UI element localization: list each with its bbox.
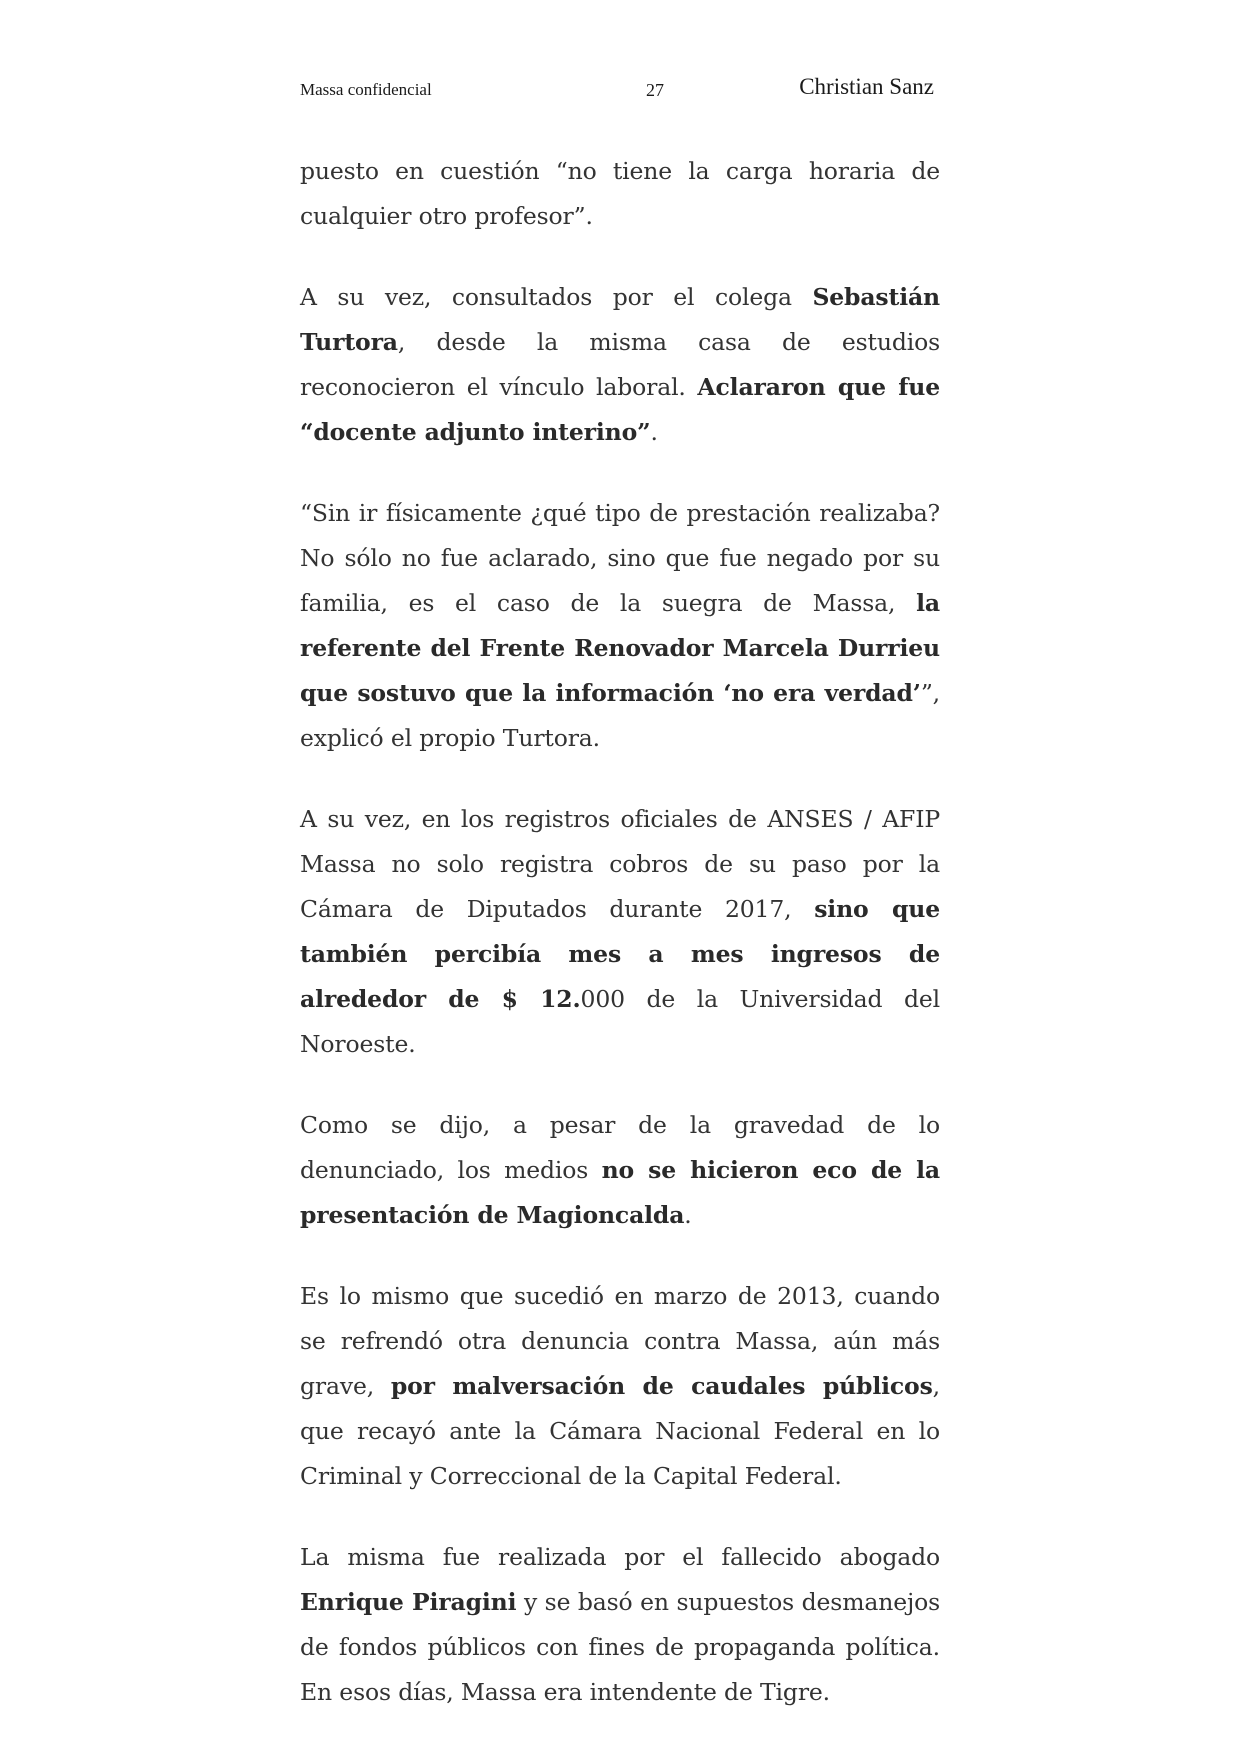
bold-text-segment: no se hicieron eco de la presentación de Magioncalda: [300, 1156, 941, 1229]
text-segment: 000 de la Universidad del Noroeste.: [300, 985, 940, 1058]
author-name: Christian Sanz: [799, 74, 934, 99]
page-header: [300, 74, 936, 104]
text-segment: , que recayó ante la Cámara Nacional Federal en lo Criminal y Correccional de la Capital Federal.: [300, 1372, 940, 1490]
text-segment: La misma fue realizada por el fallecido abogado: [300, 1543, 940, 1571]
text-segment: A su vez, en los registros oficiales de ANSES / AFIP Massa no solo registra cobros de su paso por la Cámara de Diputados durante 2017,: [300, 805, 940, 923]
paragraph: [300, 797, 940, 1067]
bold-text-segment: Sebastián Turtora: [300, 283, 940, 356]
text-segment: “Sin ir físicamente ¿qué tipo de prestación realizaba? No sólo no fue aclarado, sino que fue negado por su familia, es el caso de la suegra de Massa,: [300, 499, 940, 617]
text-segment: puesto en cuestión “no tiene la carga horaria de cualquier otro profesor”.: [300, 157, 940, 230]
paragraph: [300, 275, 940, 455]
text-segment: , desde la misma casa de estudios reconocieron el vínculo laboral.: [300, 328, 940, 401]
text-segment: .: [684, 1201, 692, 1229]
page-number: 27: [646, 80, 664, 100]
paragraph: [300, 1103, 940, 1238]
paragraph: [300, 491, 940, 761]
paragraph: [300, 149, 940, 239]
text-segment: Como se dijo, a pesar de la gravedad de lo denunciado, los medios: [300, 1111, 940, 1184]
book-title: Massa confidencial: [300, 80, 432, 99]
text-segment: ”, explicó el propio Turtora.: [300, 679, 940, 752]
text-segment: .: [650, 418, 658, 446]
bold-text-segment: sino que también percibía mes a mes ingresos de alrededor de $ 12.: [300, 895, 940, 1013]
bold-text-segment: Enrique Piragini: [300, 1588, 517, 1616]
paragraph: [300, 1535, 940, 1715]
paragraph: [300, 1274, 940, 1499]
bold-text-segment: la referente del Frente Renovador Marcela Durrieu que sostuvo que la información ‘no era verdad’: [300, 589, 940, 707]
text-segment: A su vez, consultados por el colega: [300, 283, 813, 311]
body-text: [300, 149, 940, 1751]
text-segment: y se basó en supuestos desmanejos de fondos públicos con fines de propaganda política. En esos días, Massa era intendente de Tigre.: [300, 1588, 940, 1706]
bold-text-segment: por malversación de caudales públicos: [390, 1372, 933, 1400]
text-segment: Es lo mismo que sucedió en marzo de 2013, cuando se refrendó otra denuncia contra Massa, aún más grave,: [300, 1282, 940, 1400]
bold-text-segment: Aclararon que fue “docente adjunto interino”: [300, 373, 940, 446]
